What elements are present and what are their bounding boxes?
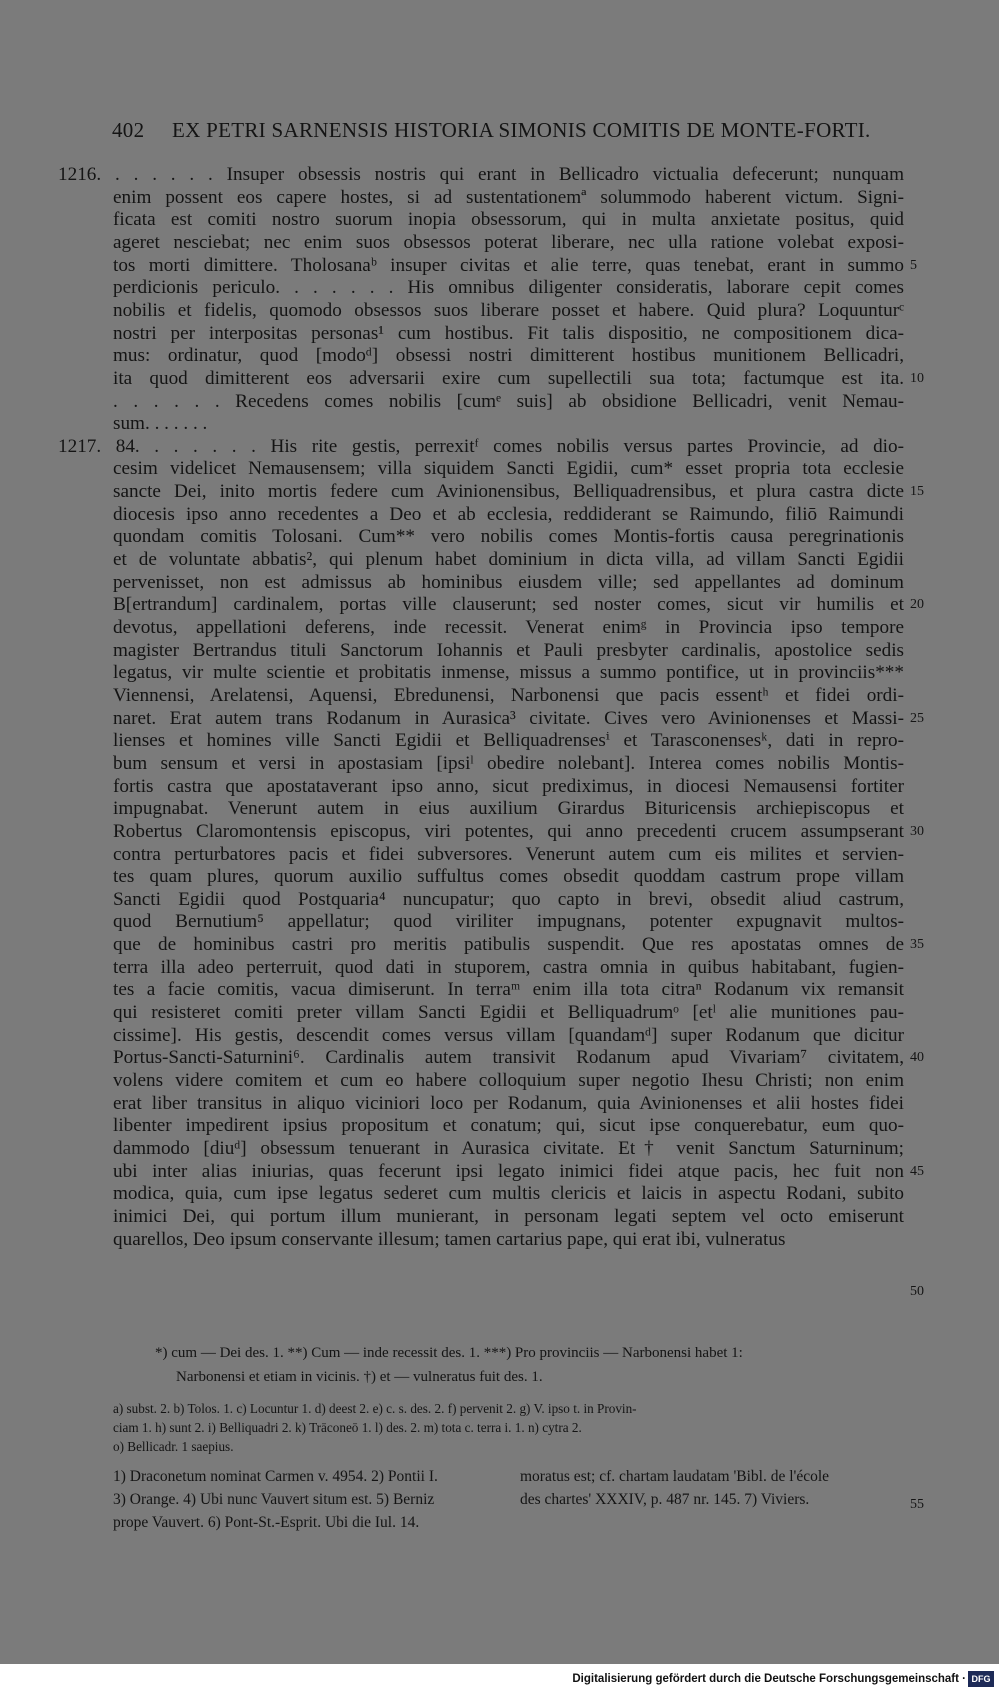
text-line: nostri per interpositas personas¹ cum hostibus. Fit talis dispositio, ne compositionem dica- xyxy=(113,322,904,344)
text-line: diocesis ipso anno recedentes a Deo et ab ecclesia, reddiderant se Raimundo, filiō Raimundi xyxy=(113,503,904,525)
text-line: Viennensi, Arelatensi, Aquensi, Ebredunensi, Narbonensi que pacis essentʰ et fidei ordi- xyxy=(113,684,904,706)
text-line: ubi inter alias iniurias, quas fecerunt ipsi legato inimici fidei atque pacis, hec fuit non xyxy=(113,1160,904,1182)
text-line: quondam comitis Tolosani. Cum** vero nobilis comes Montis-fortis causa peregrinationis xyxy=(113,526,904,548)
text-line: cissime]. His gestis, descendit comes versus villam [quandamᵈ] super Rodanum que dicitur xyxy=(113,1024,904,1046)
line-number: 50 xyxy=(910,1284,924,1299)
text-line: ficata est comiti nostro suorum inopia obsessorum, qui in multa anxietate positus, quid xyxy=(113,209,904,231)
running-title: EX PETRI SARNENSIS HISTORIA SIMONIS COMITIS DE MONTE-FORTI. xyxy=(171,118,871,142)
text-line: pervenisset, non est admissus ab hominibus eiusdem ville; sed appellantes ad dominum xyxy=(113,571,904,593)
text-line: magister Bertrandus tituli Sanctorum Iohannis et Pauli presbyter cardinalis, apostolice sedis xyxy=(113,639,904,661)
text-line: sancte Dei, inito mortis federe cum Avinionensibus, Belliquadrensibus, et plura castra dicte xyxy=(113,481,904,503)
text-line: que de hominibus castri pro meritis patibulis suspendit. Que res apostatas omnes de xyxy=(113,934,904,956)
text-line: . . . . . . Recedens comes nobilis [cumᵉ suis] ab obsidione Bellicadri, venit Nemau- xyxy=(113,390,904,412)
text-line: terra illa adeo perterruit, quod dati in stuporem, castra omnia in quibus habitabant, fugien- xyxy=(113,956,904,978)
note-line: 3) Orange. 4) Ubi nunc Vauvert situm est. 5) Berniz xyxy=(113,1491,435,1508)
text-line: perdicionis periculo. . . . . . . His omnibus diligenter consideratis, laborare cepit comes xyxy=(113,277,904,299)
text-line: devotus, appellationi deferens, inde recessit. Venerat enimᵍ in Provincia ipso tempore xyxy=(113,617,904,638)
line-number: 35 xyxy=(910,937,924,953)
variant-line: ciam 1. h) sunt 2. i) Belliquadri 2. k) Trāconeō 1. l) des. 2. m) tota c. terra i. 1. n) cytra 2. xyxy=(113,1420,582,1435)
text-line: enim possent eos capere hostes, si ad sustentationemª solummodo haberent victum. Signi- xyxy=(113,186,904,208)
text-line: inimici Dei, qui portum illum munierant, in personam legati septem vel octo emiserunt xyxy=(113,1205,904,1227)
text-line: quarellos, Deo ipsum conservante illesum; tamen cartarius pape, qui erat ibi, vulneratus xyxy=(113,1228,786,1250)
text-line: mus: ordinatur, quod [modoᵈ] obsessi nostri dimitterent hostibus munitionem Bellicadri, xyxy=(113,345,904,367)
footer-credit: Digitalisierung gefördert durch die Deutsche Forschungsgemeinschaft · xyxy=(572,1673,966,1685)
line-number: 15 xyxy=(910,484,924,500)
text-line: nobilis et fidelis, quomodo obsessos suos liberare posset et habere. Quid plura? Loquunturᶜ xyxy=(113,299,904,321)
line-number: 40 xyxy=(910,1050,924,1066)
text-line: et de voluntate abbatis², qui plenum habet dominium in dicta villa, ad villam Sancti Egidii xyxy=(113,549,904,571)
text-line: contra perturbatores pacis et fidei subversores. Venerunt autem cum eis milites et servien- xyxy=(113,843,904,865)
footnote-line: Narbonensi et etiam in vicinis. †) et — vulneratus fuit des. 1. xyxy=(176,1369,543,1385)
text-line: ageret nesciebat; nec enim suos obsessos poterat liberare, nec ulla ratione volebat exposi- xyxy=(113,231,904,253)
text-line: tos morti dimittere. Tholosanaᵇ insuper civitas et alie terre, quas tenebat, erant in summo xyxy=(113,254,904,276)
line-number: 5 xyxy=(910,257,917,273)
text-line: legatus, vir multe scientie et probitatis inmense, missus a summo pontifice, ut in provinciis*** xyxy=(113,662,904,684)
text-line: tes quam plures, quorum auxilio suffultus comes obsedit quoddam castrum prope villam xyxy=(113,866,904,888)
text-line: qui resisteret comiti preter villam Sancti Egidii et Belliquadrumᵒ [etˡ alie munitiones pau- xyxy=(113,1002,904,1024)
text-line: tes a facie comitis, vacua dimiserunt. In terraᵐ enim illa tota citraⁿ Rodanum vix remansit xyxy=(113,979,904,1001)
text-line: fortis castra que apostataverant ipso anno, sicut prediximus, in diocesi Nemausensi fortiter xyxy=(113,775,904,797)
note-line: prope Vauvert. 6) Pont-St.-Esprit. Ubi die Iul. 14. xyxy=(113,1514,420,1531)
page-number: 402 xyxy=(112,118,145,142)
line-number: 45 xyxy=(910,1163,924,1179)
text-line: Sancti Egidii quod Postquaria⁴ nuncupatur; quo capto in brevi, obsedit aliud castrum, xyxy=(113,888,904,910)
text-line: modica, quia, cum ipse legatus sederet cum multis clericis et laicis in aspectu Rodani, subito xyxy=(113,1183,904,1205)
text-line: sum. . . . . . . xyxy=(113,413,208,435)
text-line: Robertus Claromontensis episcopus, viri potentes, qui anno precedenti crucem assumpserant xyxy=(113,820,904,842)
text-line: lienses et homines ville Sancti Egidii et Belliquadrensesⁱ et Tarasconensesᵏ, dati in repro- xyxy=(113,730,904,752)
text-line: erat liber transitus in aliquo viciniori loco per Rodanum, quia Avinionenses et alii hostes fidei xyxy=(113,1092,904,1114)
text-line: quod Bernutium⁵ appellatur; quod viriliter impugnans, potenter expugnavit multos- xyxy=(113,911,904,933)
text-line: volens videre comitem et cum eo habere colloquium super negotio Ihesu Christi; non enim xyxy=(113,1070,904,1091)
text-line: bum sensum et versi in apostasiam [ipsiˡ obedire nolebant]. Interea comes nobilis Montis- xyxy=(113,752,904,774)
line-number: 25 xyxy=(910,710,924,726)
variant-line: o) Bellicadr. 1 saepius. xyxy=(113,1439,234,1454)
line-number: 10 xyxy=(910,370,924,386)
text-line: cesim videlicet Nemausensem; villa siquidem Sancti Egidii, cum* esset propria tota ecclesie xyxy=(113,458,904,480)
line-number: 30 xyxy=(910,823,924,839)
footnote-line: *) cum — Dei des. 1. **) Cum — inde recessit des. 1. ***) Pro provinciis — Narbonensi habet 1: xyxy=(155,1345,743,1361)
text-line: libenter impedirent ipsius propositum et conatum; qui, sicut ipse conquerebatur, eum quo- xyxy=(113,1115,904,1137)
note-line: des chartes' XXXIV, p. 487 nr. 145. 7) Viviers. xyxy=(520,1491,810,1508)
variant-line: a) subst. 2. b) Tolos. 1. c) Locuntur 1. d) deest 2. e) c. s. des. 2. f) pervenit 2. g) V. ipso t. in Provin- xyxy=(113,1401,637,1416)
note-line: moratus est; cf. chartam laudatam 'Bibl. de l'école xyxy=(520,1468,830,1485)
page-header xyxy=(112,118,871,143)
dfg-logo: DFG xyxy=(968,1671,994,1687)
text-line: dammodo [diuᵈ] obsessum tenuerant in Aurasica civitate. Et† venit Sanctum Saturninum; xyxy=(113,1137,904,1159)
text-line: 1216. . . . . . . Insuper obsessis nostris qui erant in Bellicadro victualia defecerunt; nunquam xyxy=(58,164,904,185)
text-line: Portus-Sancti-Saturnini⁶. Cardinalis autem transivit Rodanum apud Vivariam⁷ civitatem, xyxy=(113,1047,904,1069)
text-line: 1217. 84. . . . . . . His rite gestis, perrexitᶠ comes nobilis versus partes Provincie, ad dio- xyxy=(58,435,904,457)
text-line: B[ertrandum] cardinalem, portas ville clauserunt; sed noster comes, sicut vir humilis et xyxy=(113,594,904,616)
text-line: impugnabat. Venerunt autem in eius auxilium Girardus Bituricensis archiepiscopus et xyxy=(113,798,904,820)
note-line: 1) Draconetum nominat Carmen v. 4954. 2) Pontii I. xyxy=(113,1468,438,1485)
line-number: 20 xyxy=(910,597,924,613)
text-line: ita quod dimitterent eos adversarii exire cum supellectili sua tota; factumque est ita. xyxy=(113,367,904,389)
line-number: 55 xyxy=(910,1497,924,1512)
text-line: naret. Erat autem trans Rodanum in Aurasica³ civitate. Cives vero Avinionenses et Massi- xyxy=(113,707,904,729)
